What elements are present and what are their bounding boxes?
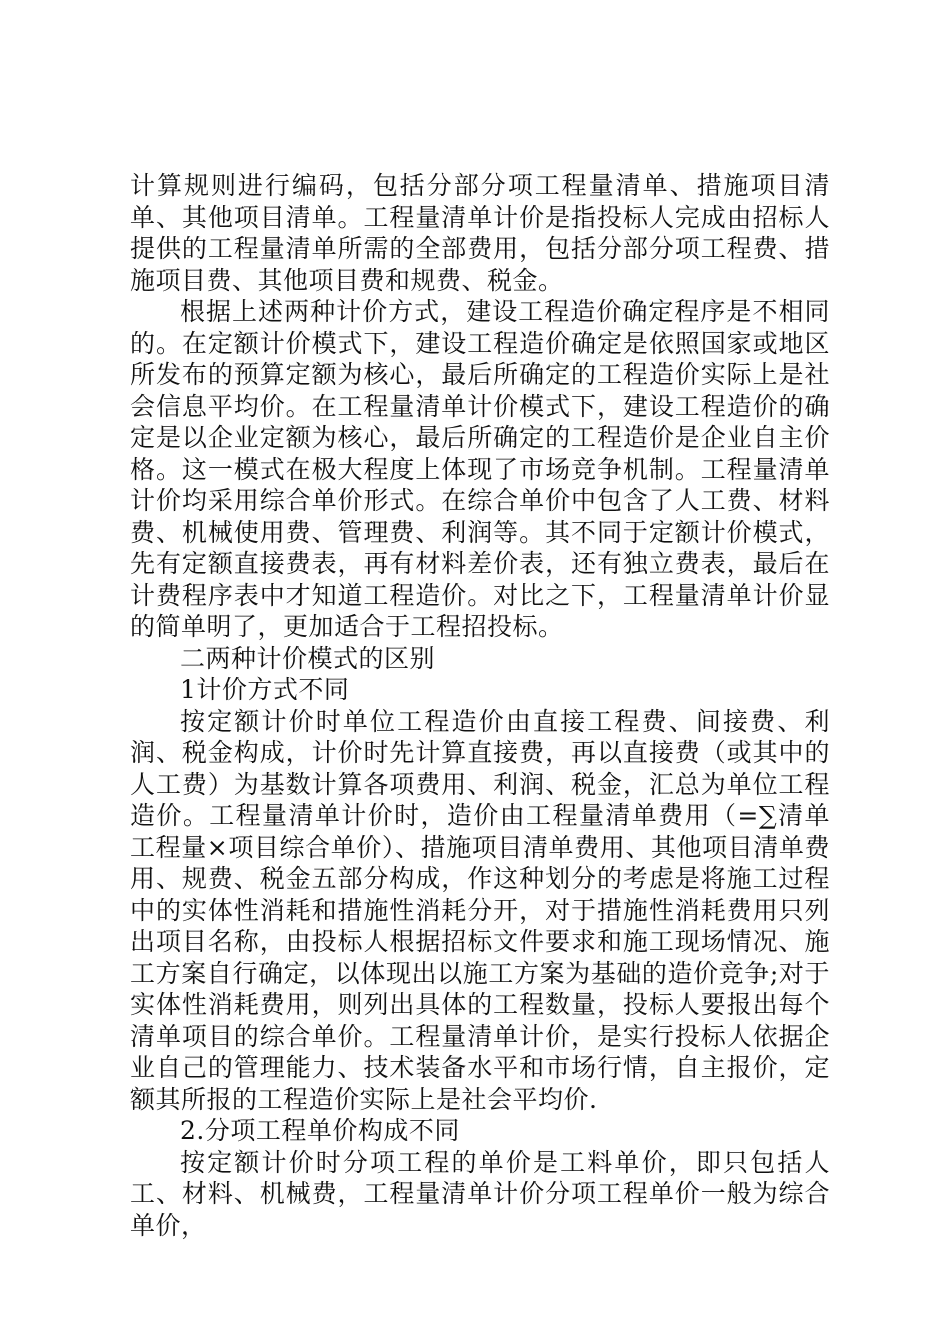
paragraph-unit-price: 按定额计价时分项工程的单价是工料单价，即只包括人工、材料、机械费，工程量清单计价分项工程单价一般为综合单价， [130, 1147, 830, 1240]
paragraph-pricing-method: 按定额计价时单位工程造价由直接工程费、间接费、利润、税金构成，计价时先计算直接费，再以直接费（或其中的人工费）为基数计算各项费用、利润、税金，汇总为单位工程造价。工程量清单计价时，造价由工程量清单费用（=∑清单工程量×项目综合单价）、措施项目清单费用、其他项目清单费用、规费、税金五部分构成，作这种划分的考虑是将施工过程中的实体性消耗和措施性消耗分开，对于措施性消耗费用只列出项目名称，由投标人根据招标文件要求和施工现场情况、施工方案自行确定，以体现出以施工方案为基础的造价竞争;对于实体性消耗费用，则列出具体的工程数量，投标人要报出每个清单项目的综合单价。工程量清单计价，是实行投标人依据企业自己的管理能力、技术装备水平和市场行情，自主报价，定额其所报的工程造价实际上是社会平均价. [130, 706, 830, 1114]
paragraph-continuation: 计算规则进行编码，包括分部分项工程量清单、措施项目清单、其他项目清单。工程量清单计价是指投标人完成由招标人提供的工程量清单所需的全部费用，包括分部分项工程费、措施项目费、其他项目费和规费、税金。 [130, 171, 830, 295]
document-body [130, 170, 830, 1241]
section-heading-differences: 二两种计价模式的区别 [180, 643, 436, 673]
paragraph-pricing-procedure: 根据上述两种计价方式，建设工程造价确定程序是不相同的。在定额计价模式下，建设工程造价确定是依照国家或地区所发布的预算定额为核心，最后所确定的工程造价实际上是社会信息平均价。在工程量清单计价模式下，建设工程造价的确定是以企业定额为核心，最后所确定的工程造价是企业自主价格。这一模式在极大程度上体现了市场竞争机制。工程量清单计价均采用综合单价形式。在综合单价中包含了人工费、材料费、机械使用费、管理费、利润等。其不同于定额计价模式，先有定额直接费表，再有材料差价表，还有独立费表，最后在计费程序表中才知道工程造价。对比之下，工程量清单计价显的简单明了，更加适合于工程招投标。 [130, 297, 830, 641]
subsection-heading-pricing-method: 1计价方式不同 [180, 675, 350, 704]
subsection-heading-unit-price: 2.分项工程单价构成不同 [180, 1116, 460, 1145]
